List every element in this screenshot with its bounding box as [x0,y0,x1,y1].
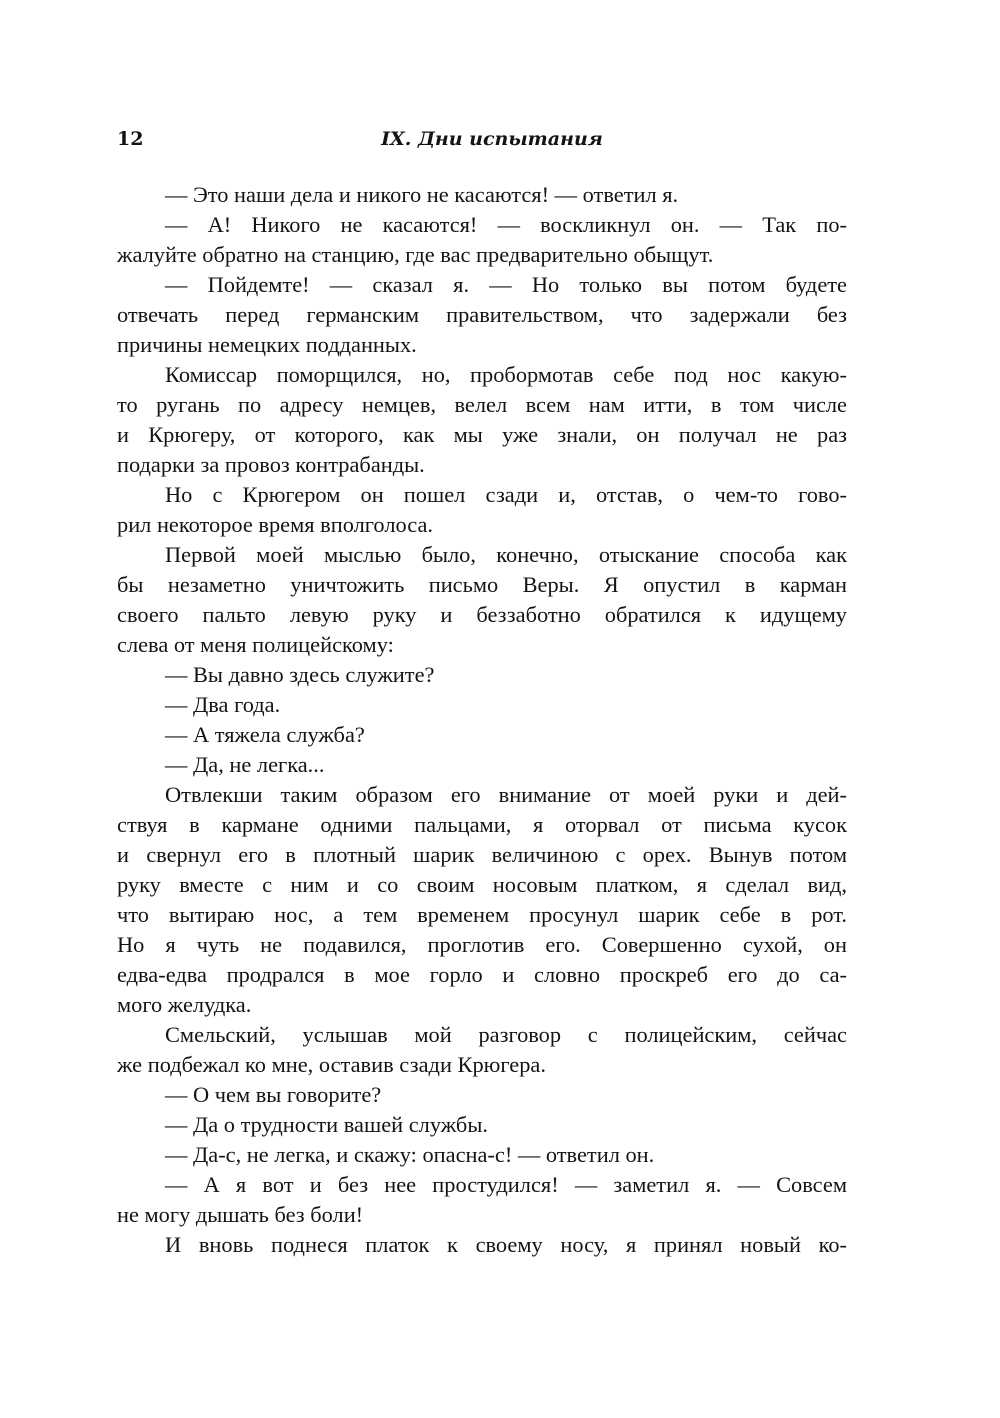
text-line: отвечать перед германским правительством, что задержали без [117,302,847,327]
text-line: — А! Никого не касаются! — воскликнул он. — Так по- [165,212,847,237]
page-number: 12 [117,128,144,150]
text-line: бы незаметно уничтожить письмо Веры. Я опустил в карман [117,572,847,597]
text-line: — Вы давно здесь служите? [165,662,435,687]
running-head [117,128,847,158]
text-line: причины немецких подданных. [117,332,417,357]
text-line: же подбежал ко мне, оставив сзади Крюгера. [117,1052,546,1077]
text-line: рил некоторое время вполголоса. [117,512,433,537]
text-line: — Это наши дела и никого не касаются! — ответил я. [165,182,679,207]
text-line: — Два года. [165,692,281,717]
text-line: своего пальто левую руку и беззаботно обратился к идущему [117,602,847,627]
text-line: Комиссар поморщился, но, пробормотав себе под нос какую- [165,362,847,387]
text-line: ствуя в кармане одними пальцами, я оторвал от письма кусок [117,812,847,837]
text-line: — Да-с, не легка, и скажу: опасна-с! — ответил он. [165,1142,655,1167]
text-line: не могу дышать без боли! [117,1202,364,1227]
text-line: и Крюгеру, от которого, как мы уже знали, он получал не раз [117,422,847,447]
chapter-title: IX. Дни испытания [381,128,603,150]
text-line: Но я чуть не подавился, проглотив его. Совершенно сухой, он [117,932,847,957]
text-line: — О чем вы говорите? [165,1082,382,1107]
text-line: что вытираю нос, а тем временем просунул шарик себе в рот. [117,902,847,927]
text-line: Смельский, услышав мой разговор с полицейским, сейчас [165,1022,847,1047]
text-line: Отвлекши таким образом его внимание от моей руки и дей- [165,782,847,807]
text-line: едва-едва продрался в мое горло и словно проскреб его до са- [117,962,847,987]
text-line: слева от меня полицейскому: [117,632,394,657]
text-line: Но с Крюгером он пошел сзади и, отстав, о чем-то гово- [165,482,847,507]
text-line: — Да о трудности вашей службы. [165,1112,488,1137]
body-text [117,180,847,1260]
text-line: И вновь поднеся платок к своему носу, я принял новый ко- [165,1232,847,1257]
text-line: — А я вот и без нее простудился! — заметил я. — Совсем [165,1172,847,1197]
text-line: мого желудка. [117,992,252,1017]
text-line: — А тяжела служба? [165,722,365,747]
text-line: то ругань по адресу немцев, велел всем нам итти, в том числе [117,392,847,417]
text-line: руку вместе с ним и со своим носовым платком, я сделал вид, [117,872,847,897]
text-line: — Пойдемте! — сказал я. — Но только вы потом будете [165,272,847,297]
text-line: подарки за провоз контрабанды. [117,452,425,477]
text-line: и свернул его в плотный шарик величиною с орех. Вынув потом [117,842,847,867]
text-line: — Да, не легка... [165,752,325,777]
text-line: Первой моей мыслью было, конечно, отыскание способа как [165,542,847,567]
text-line: жалуйте обратно на станцию, где вас предварительно обыщут. [117,242,714,267]
